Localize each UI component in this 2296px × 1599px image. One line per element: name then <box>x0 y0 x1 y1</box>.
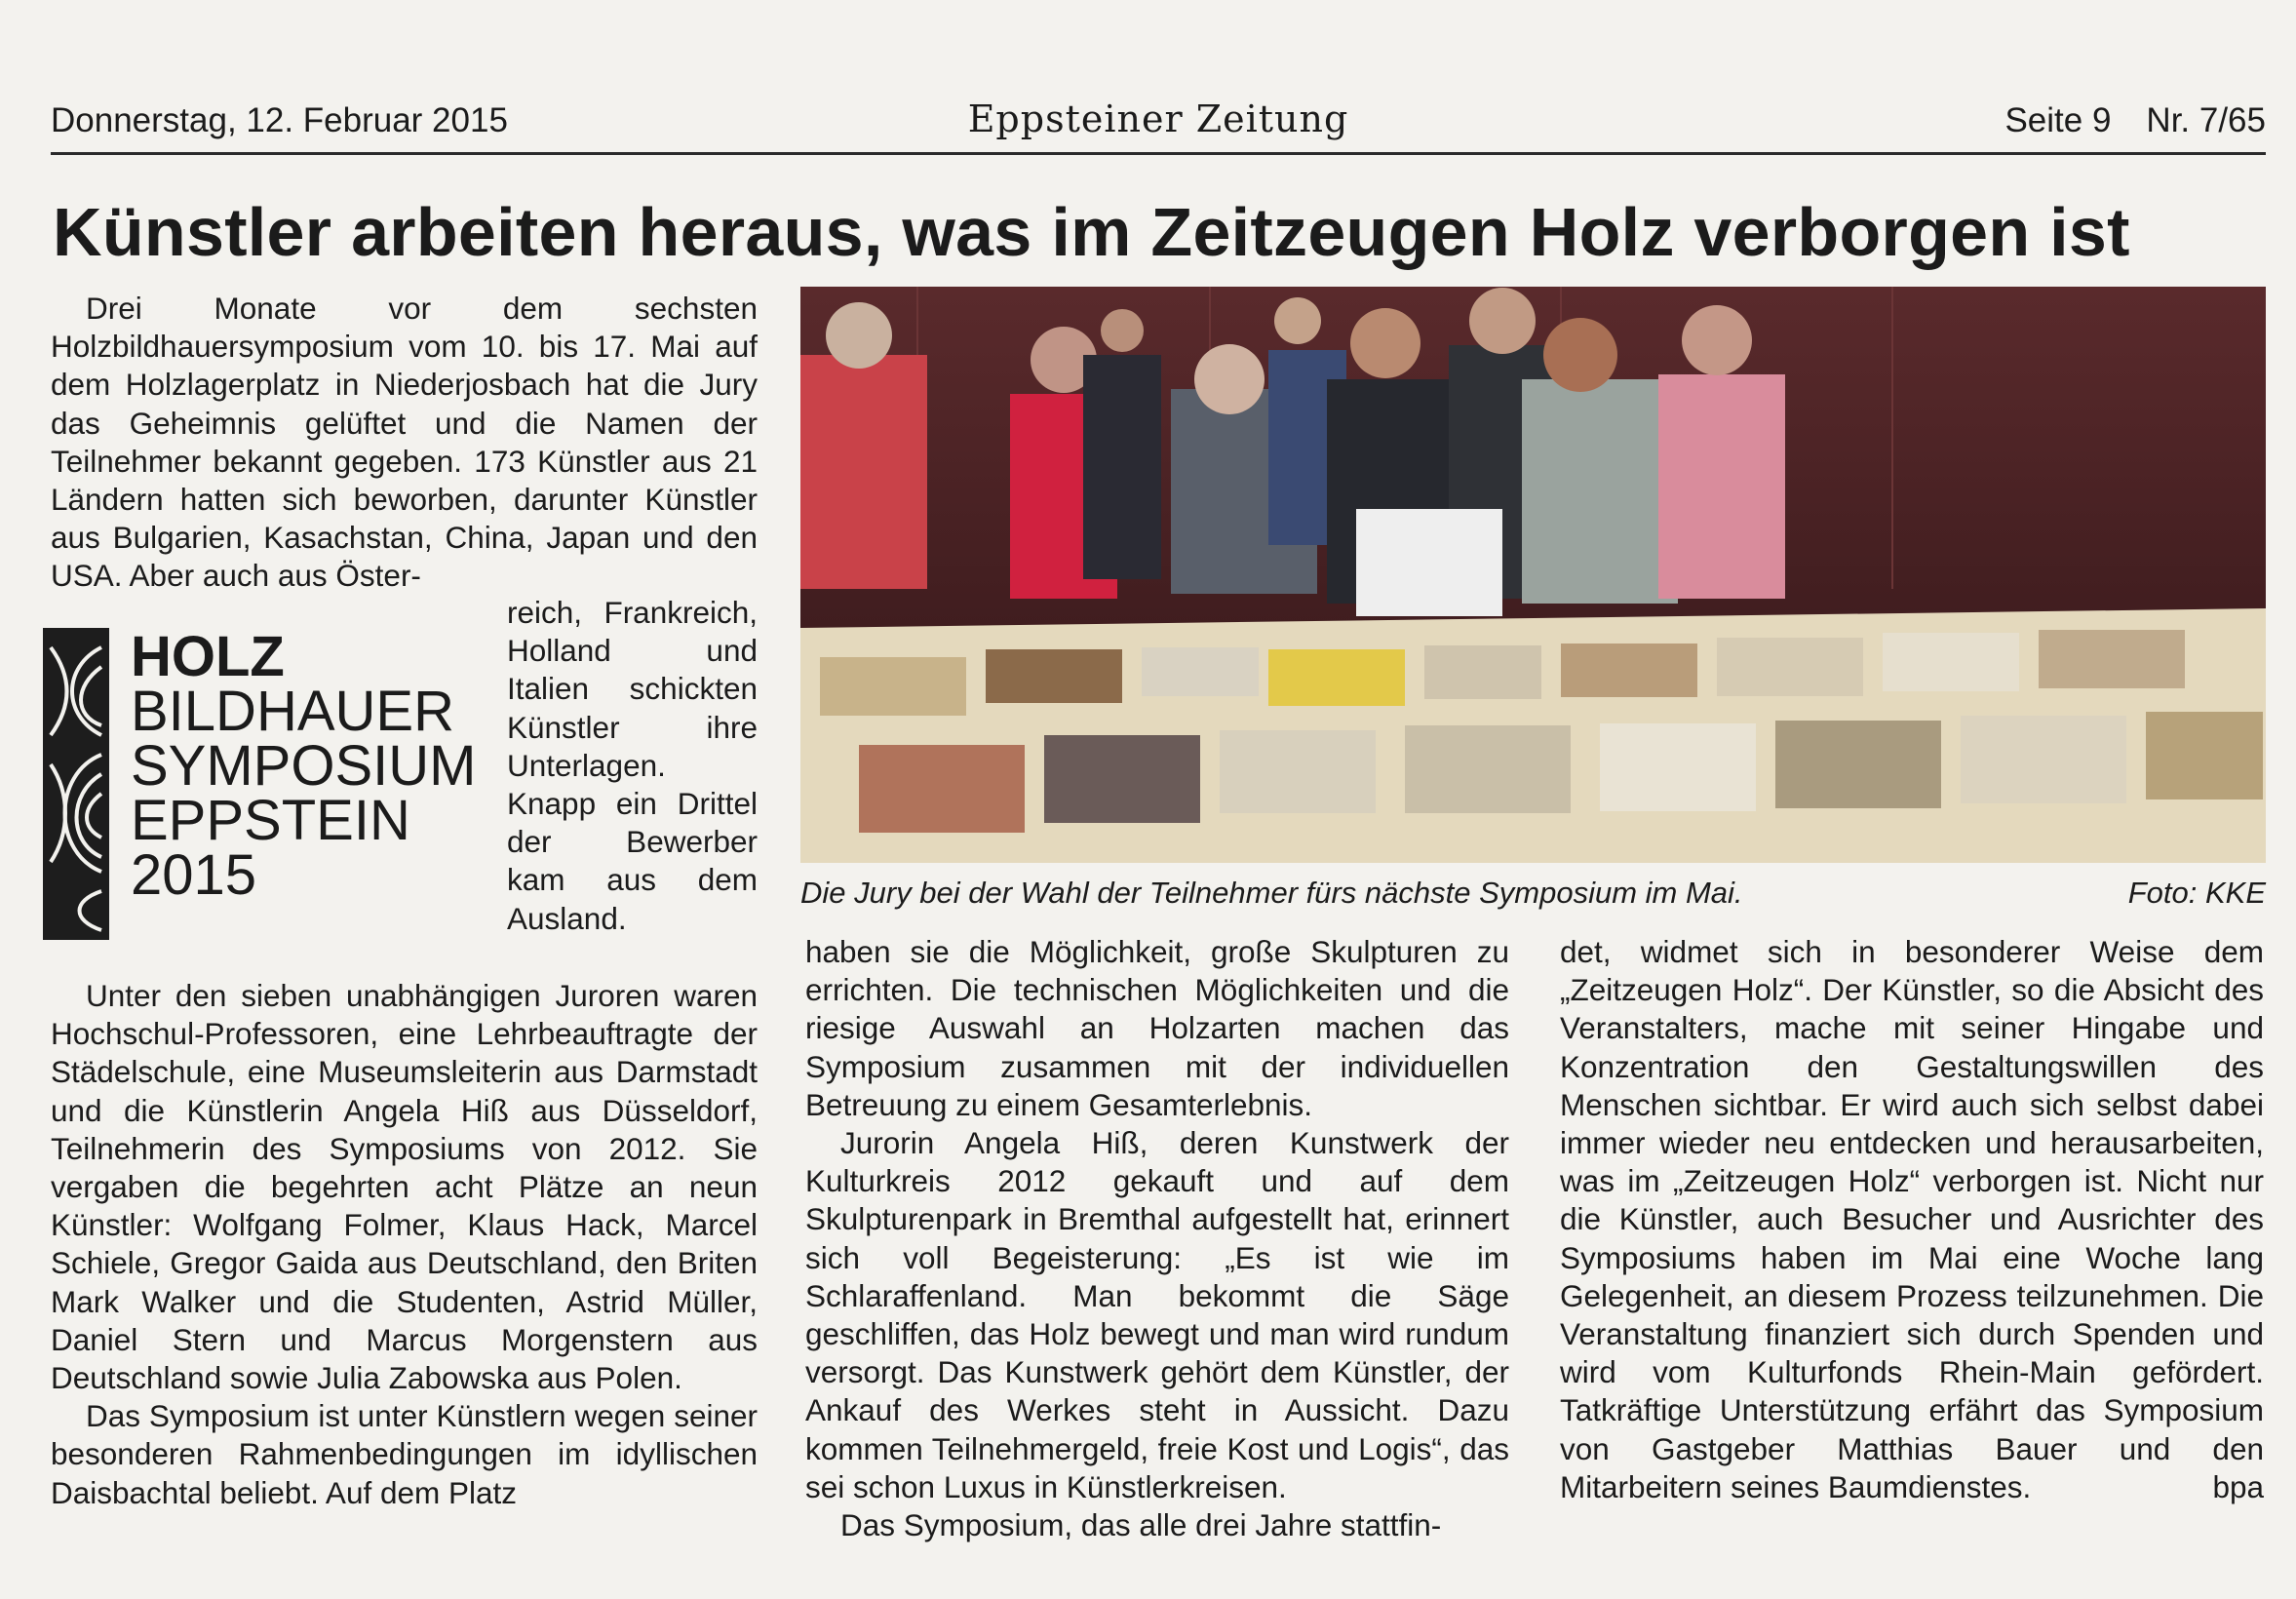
paragraph: Jurorin Angela Hiß, deren Kunstwerk der Kulturkreis 2012 gekauft und auf dem Skulpturenpark in Bremthal aufgestellt hat, erinnert sich voll Begeisterung: „Es ist wie im Schlaraffenland. Man bekommt die Säge geschliffen, das Holz bewegt und man wird rundum versorgt. Das Kunstwerk gehört dem Künstler, der Ankauf des Werkes steht in Aussicht. Dazu kommen Teilnehmergeld, freie Kost und Logis“, das sei schon Luxus in Künstlerkreisen. <box>805 1125 1509 1504</box>
paragraph: reich, Frankreich, Holland und Italien schickten Künstler ihre Unterlagen. Knapp ein Drittel der Bewerber kam aus dem Ausland. <box>507 595 758 936</box>
author-signature: bpa <box>2212 1468 2264 1504</box>
caption-text: Die Jury bei der Wahl der Teilnehmer fürs nächste Symposium im Mai. <box>800 876 1743 910</box>
column-2 <box>805 933 1509 1544</box>
logo-line: 2015 <box>131 843 257 907</box>
photo-credit: Foto: KKE <box>2127 876 2266 910</box>
page-info <box>2004 101 2266 140</box>
issue-number: Nr. 7/65 <box>2146 101 2266 139</box>
photo-illustration <box>800 287 2266 863</box>
symposium-logo <box>43 625 477 940</box>
column-3 <box>1560 933 2264 1506</box>
paragraph: Das Symposium, das alle drei Jahre stattfin- <box>840 1507 1442 1543</box>
paragraph <box>1560 933 2264 1506</box>
paragraph: haben sie die Möglichkeit, große Skulpturen zu errichten. Die technischen Möglichkeiten und die riesige Auswahl an Holzarten machen das Symposium zusammen mit der individuellen Betreuung zu einem Gesamterlebnis. <box>805 934 1509 1122</box>
page-header <box>51 94 2266 148</box>
photo-caption <box>800 876 2266 911</box>
logo-text <box>131 625 477 907</box>
logo-line: BILDHAUER <box>131 680 454 743</box>
paragraph: Das Symposium ist unter Künstlern wegen seiner besonderen Rahmenbedingungen im idyllischen Daisbachtal beliebt. Auf dem Platz <box>51 1398 758 1510</box>
header-rule <box>51 152 2266 155</box>
newspaper-masthead: Eppsteiner Zeitung <box>967 98 1349 140</box>
column-1-intro <box>51 290 758 596</box>
page-number: Seite 9 <box>2004 101 2112 139</box>
issue-date: Donnerstag, 12. Februar 2015 <box>51 101 508 139</box>
wood-grain-fingerprint-icon <box>43 628 109 940</box>
article-headline: Künstler arbeiten heraus, was im Zeitzeugen Holz verborgen ist <box>53 194 2130 270</box>
paragraph: Unter den sieben unabhängigen Juroren waren Hochschul-Professoren, eine Lehrbeauftragte der Städelschule, eine Museumsleiterin aus Darmstadt und die Künstlerin Angela Hiß aus Düsseldorf, Teilnehmerin des Symposiums von 2012. Sie vergaben die begehrten acht Plätze an neun Künstler: Wolfgang Folmer, Klaus Hack, Marcel Schiele, Gregor Gaida aus Deutschland, den Briten Mark Walker und die Studenten, Astrid Müller, Daniel Stern und Marcus Morgenstern aus Deutschland sowie Julia Zabowska aus Polen. <box>51 978 758 1396</box>
logo-line: HOLZ <box>131 625 285 688</box>
column-1-body <box>51 977 758 1512</box>
logo-line: EPPSTEIN <box>131 789 410 852</box>
column-1-beside-logo <box>507 594 758 938</box>
jury-photo <box>800 287 2266 863</box>
paragraph-text: det, widmet sich in besonderer Weise dem „Zeitzeugen Holz“. Der Künstler, so die Absicht des Veranstalters, mache mit seiner Hingabe und Konzentration den Gestaltungswillen des Menschen sichtbar. Er wird auch sich selbst dabei immer wieder neu entdecken und herausarbeiten, was im „Zeitzeugen Holz“ verborgen ist. Nicht nur die Künstler, auch Besucher und Ausrichter des Symposiums haben im Mai eine Woche lang Gelegenheit, an diesem Prozess teilzunehmen. Die Veranstaltung finanziert sich durch Spenden und wird vom Kulturfonds Rhein-Main gefördert. Tatkräftige Unterstützung erfährt das Symposium von Gastgeber Matthias Bauer und den Mitarbeitern seines Baumdienstes. <box>1560 934 2264 1504</box>
paragraph: Drei Monate vor dem sechsten Holzbildhauersymposium vom 10. bis 17. Mai auf dem Holzlagerplatz in Niederjosbach hat die Jury das Geheimnis gelüftet und die Namen der Teilnehmer bekannt gegeben. 173 Künstler aus 21 Ländern hatten sich beworben, darunter Künstler aus Bulgarien, Kasachstan, China, Japan und den USA. Aber auch aus Öster- <box>51 291 758 594</box>
logo-line: SYMPOSIUM <box>131 734 477 798</box>
